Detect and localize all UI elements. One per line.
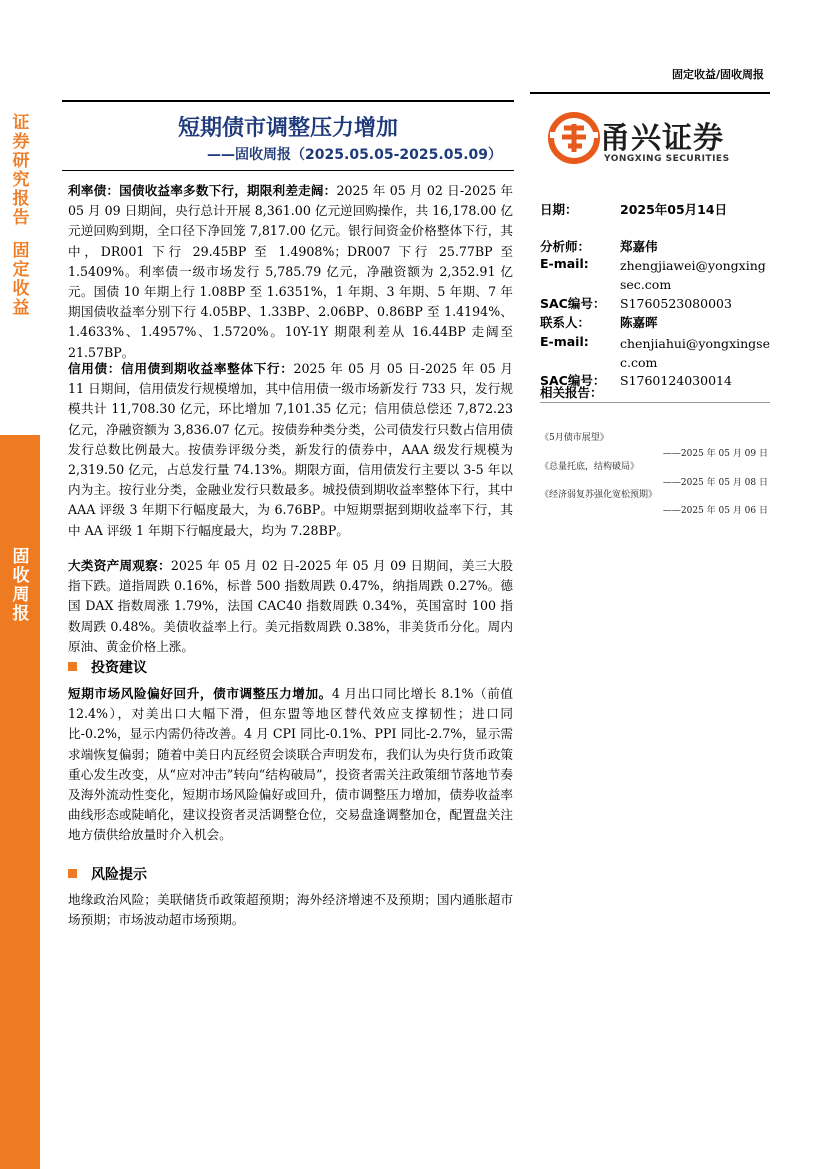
advice-heading: 短期市场风险偏好回升，债市调整压力增加。 — [68, 686, 332, 701]
contact-sac: S1760124030014 — [620, 373, 732, 388]
risk-section-heading: 风险提示 — [68, 864, 147, 884]
advice-text: 4 月出口同比增长 8.1%（前值 12.4%），对美出口大幅下滑，但东盟等地区替代效应支撑韧性；进口同比-0.2%，显示内需仍待改善。4 月 CPI 同比-0.1%、PPI 同比-2.7%，显示需求端恢复偏弱；随着中美日内瓦经贸会谈联合声明发布，我们认为央行货币政策重心发生改变，从“应对冲击”转向“结构破局”，投资者需关注政策细节落地节奏及海外流动性变化，短期市场风险偏好或回升，债市调整压力增加，债券收益率曲线形态或陡峭化，建议投资者灵活调整仓位，交易盘逢调整加仓，配置盘关注地方债供给放量时介入机会。 — [68, 686, 513, 843]
report-title: 短期债市调整压力增加 — [177, 116, 398, 141]
contact-name: 陈嘉晖 — [620, 315, 658, 330]
report-subtitle: ——固收周报（2025.05.05-2025.05.09） — [207, 147, 502, 163]
rates-text: 2025 年 05 月 02 日-2025 年 05 月 09 日期间，央行总计开展 8,361.00 亿元逆回购操作，共 16,178.00 亿元逆回购到期，全口径下净回笼 7,817.00 亿元。银行间资金价格整体下行，其中，DR001 下行 29.45BP 至 1.4908%；DR007 下行 25.77BP 至 1.5409%。利率债一级市场发行 5,785.79 亿元，净融资额为 2,352.91 亿元。国债 10 年期上行 1.08BP 至 1.6351%，1 年期、3 年期、5 年期、7 年期国债收益率分别下行 4.05BP、1.33BP、2.06BP、0.86BP 至 1.4194%、1.4633%、1.4957%、1.5720%。10Y-1Y 期限利差从 16.44BP 走阔至 21.57BP。 — [68, 183, 514, 360]
analyst-name: 郑嘉伟 — [620, 239, 658, 254]
credit-section — [68, 359, 513, 541]
sac-label: SAC编号： — [540, 373, 606, 388]
orange-square-icon — [68, 869, 77, 878]
macro-text: 2025 年 05 月 02 日-2025 年 05 月 09 日期间，美三大股指下跌。道指周跌 0.16%，标普 500 指数周跌 0.47%，纳指周跌 0.27%。德国 DAX 指数周涨 1.79%，法国 CAC40 指数周跌 0.34%，英国富时 100 指数周跌 0.48%。美债收益率上行。美元指数周跌 0.38%，非美货币分化。周内原油、黄金价格上涨。 — [68, 558, 514, 654]
title-divider — [62, 100, 514, 102]
date-label: 日期： — [540, 202, 578, 217]
related-report-title[interactable]: 《5月债市展望》 — [540, 433, 609, 443]
related-report-date: ——2025 年 05 月 06 日 — [662, 506, 768, 516]
company-logo-icon — [546, 110, 606, 166]
credit-text: 2025 年 05 月 05 日-2025 年 05 月 11 日期间，信用债发行规模增加，其中信用债一级市场新发行 733 只，发行规模共计 11,708.30 亿元，环比增加 7,101.35 亿元；信用债总偿还 7,872.23 亿元，净融资额为 3,836.07 亿元。按债券种类分类，公司债发行只数占信用债发行总数比例最大。按债券评级分类，新发行的债券中，AAA 级发行规模为 2,319.50 亿元，占总发行量 74.13%。期限方面，信用债发行主要以 3-5 年以内为主。按行业分类，金融业发行只数最多。城投债到期收益率整体下行，其中 AAA 评级 3 年期下行幅度最大，为 6.76BP。中短期票据到期收益率下行，其中 AA 评级 1 年期下行幅度最大，均为 7.28BP。 — [68, 361, 513, 538]
risk-text: 地缘政治风险；美联储货币政策超预期；海外经济增速不及预期；国内通胀超市场预期；市场波动超市场预期。 — [68, 892, 513, 928]
analyst-sac: S1760523080003 — [620, 296, 732, 311]
credit-heading: 信用债：信用债到期收益率整体下行： — [68, 361, 294, 376]
report-category-tag: 固定收益/固收周报 — [671, 68, 764, 81]
rates-section — [68, 181, 513, 363]
contact-label: 联系人： — [540, 315, 591, 330]
advice-section-heading: 投资建议 — [68, 657, 147, 677]
sidebar-orange-panel — [0, 435, 42, 1169]
related-report-date: ——2025 年 05 月 08 日 — [662, 478, 768, 488]
logo-name-cn: 甬兴证券 — [600, 121, 724, 156]
email-label: E-mail: — [540, 334, 589, 349]
related-report-title[interactable]: 《总量托底，结构破局》 — [540, 462, 640, 472]
related-reports-heading: 相关报告： — [540, 385, 603, 400]
related-divider — [540, 402, 770, 403]
sidebar-vertical-label-lower: 固 收 周 报 — [12, 547, 30, 624]
sidebar-vertical-label-upper: 证 券 研 究 报 告 固 定 收 益 — [12, 113, 30, 318]
email-label: E-mail: — [540, 256, 589, 271]
related-report-title[interactable]: 《经济弱复苏强化宽松预期》 — [540, 490, 658, 500]
logo-name-en: YONGXING SECURITIES — [604, 154, 730, 164]
subtitle-divider — [62, 170, 514, 171]
rates-heading: 利率债：国债收益率多数下行，期限利差走阔： — [68, 183, 337, 198]
advice-section — [68, 684, 513, 846]
analyst-email[interactable]: zhengjiawei@yongxingsec.com — [620, 258, 766, 292]
sac-label: SAC编号： — [540, 296, 606, 311]
macro-section — [68, 556, 513, 657]
orange-square-icon — [68, 662, 77, 671]
related-report-date: ——2025 年 05 月 09 日 — [662, 449, 768, 459]
header-divider — [530, 92, 770, 94]
date-value: 2025年05月14日 — [620, 202, 728, 217]
analyst-label: 分析师： — [540, 239, 591, 254]
contact-email[interactable]: chenjiahui@yongxingsec.com — [620, 336, 770, 370]
macro-heading: 大类资产周观察： — [68, 558, 171, 573]
